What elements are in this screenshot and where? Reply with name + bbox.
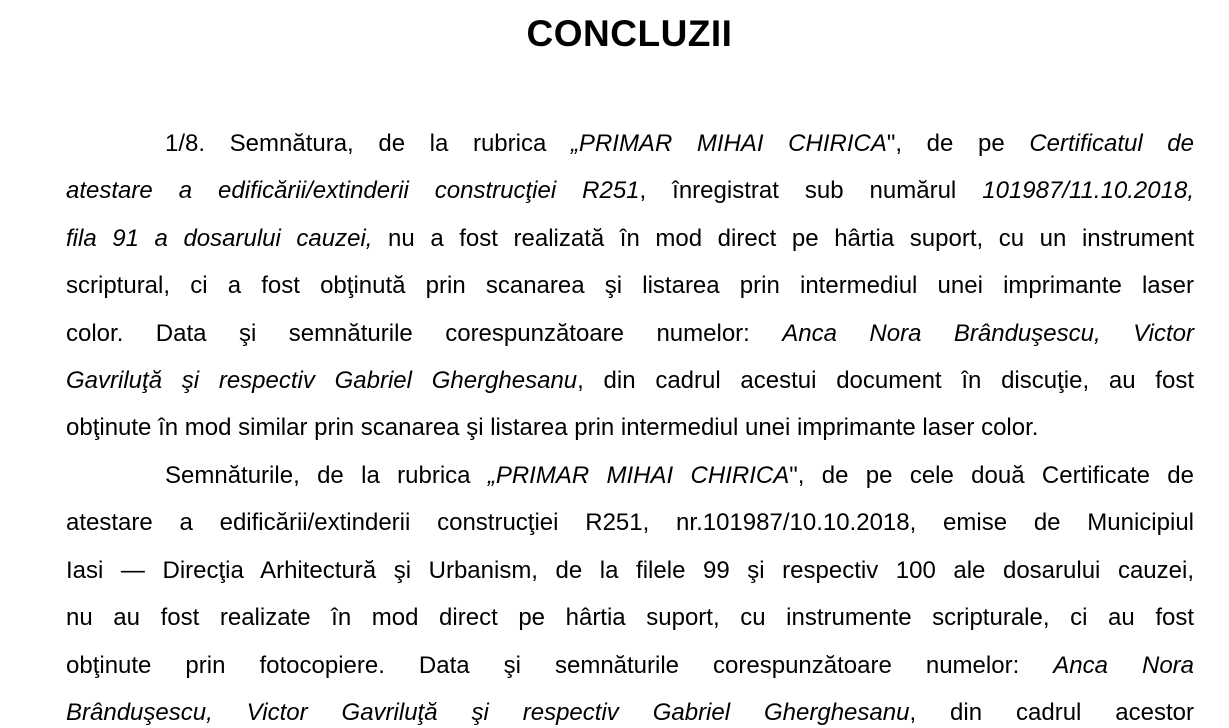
p1-line-6 bbox=[66, 367, 1194, 395]
p2-italic: Anca Nora bbox=[1053, 652, 1195, 679]
p1-italic: Gavriluţă şi respectiv Gabriel Gherghesanu bbox=[66, 367, 578, 394]
p1-italic: atestare a edificării/extinderii construcţiei R251 bbox=[66, 177, 640, 204]
p1-line-3 bbox=[66, 225, 1194, 253]
p2-line-1 bbox=[165, 462, 1194, 490]
p1-text: 1/8. Semnătura, de la rubrica bbox=[165, 130, 571, 157]
p1-text: nu a fost realizată în mod direct pe hârtia suport, cu un instrument bbox=[372, 225, 1194, 252]
p2-text: obţinute prin fotocopiere. Data şi semnăturile corespunzătoare numelor: bbox=[66, 652, 1054, 679]
p1-line-5 bbox=[66, 320, 1194, 348]
p1-italic: fila 91 a dosarului cauzei, bbox=[66, 225, 373, 252]
p1-line-1 bbox=[165, 130, 1194, 158]
p1-italic: Certificatul de bbox=[1029, 130, 1194, 157]
p2-text: ", de pe cele două Certificate de bbox=[789, 462, 1194, 489]
p1-line-7: obţinute în mod similar prin scanarea şi listarea prin intermediul unei imprimante laser color. bbox=[66, 414, 1039, 441]
p2-italic: „PRIMAR MIHAI CHIRICA bbox=[487, 462, 790, 489]
p1-text: color. Data şi semnăturile corespunzătoare numelor: bbox=[66, 320, 783, 347]
p2-italic: Brânduşescu, Victor Gavriluţă şi respectiv Gabriel Gherghesanu bbox=[66, 699, 910, 726]
p2-line-3: Iasi — Direcţia Arhitectură şi Urbanism, de la filele 99 şi respectiv 100 ale dosarului cauzei, bbox=[66, 557, 1194, 584]
p1-italic: „PRIMAR MIHAI CHIRICA bbox=[570, 130, 887, 157]
page-title: CONCLUZII bbox=[526, 13, 733, 54]
p2-line-4: nu au fost realizate în mod direct pe hârtia suport, cu instrumente scripturale, ci au fost bbox=[66, 604, 1194, 631]
p1-italic: Anca Nora Brânduşescu, Victor bbox=[782, 320, 1194, 347]
p1-line-2 bbox=[66, 177, 1194, 205]
p1-text: ", de pe bbox=[886, 130, 1030, 157]
p1-italic: 101987/11.10.2018, bbox=[982, 177, 1194, 204]
p2-text: , din cadrul acestor bbox=[909, 699, 1194, 726]
p1-line-4: scriptural, ci a fost obţinută prin scanarea şi listarea prin intermediul unei imprimante laser bbox=[66, 272, 1194, 299]
p2-line-6 bbox=[66, 699, 1194, 727]
p1-text: , din cadrul acestui document în discuţie, au fost bbox=[577, 367, 1194, 394]
p1-text: , înregistrat sub numărul bbox=[639, 177, 983, 204]
p2-text: Semnăturile, de la rubrica bbox=[165, 462, 488, 489]
p2-line-5 bbox=[66, 652, 1194, 680]
p2-line-2: atestare a edificării/extinderii construcţiei R251, nr.101987/10.10.2018, emise de Municipiul bbox=[66, 509, 1194, 536]
